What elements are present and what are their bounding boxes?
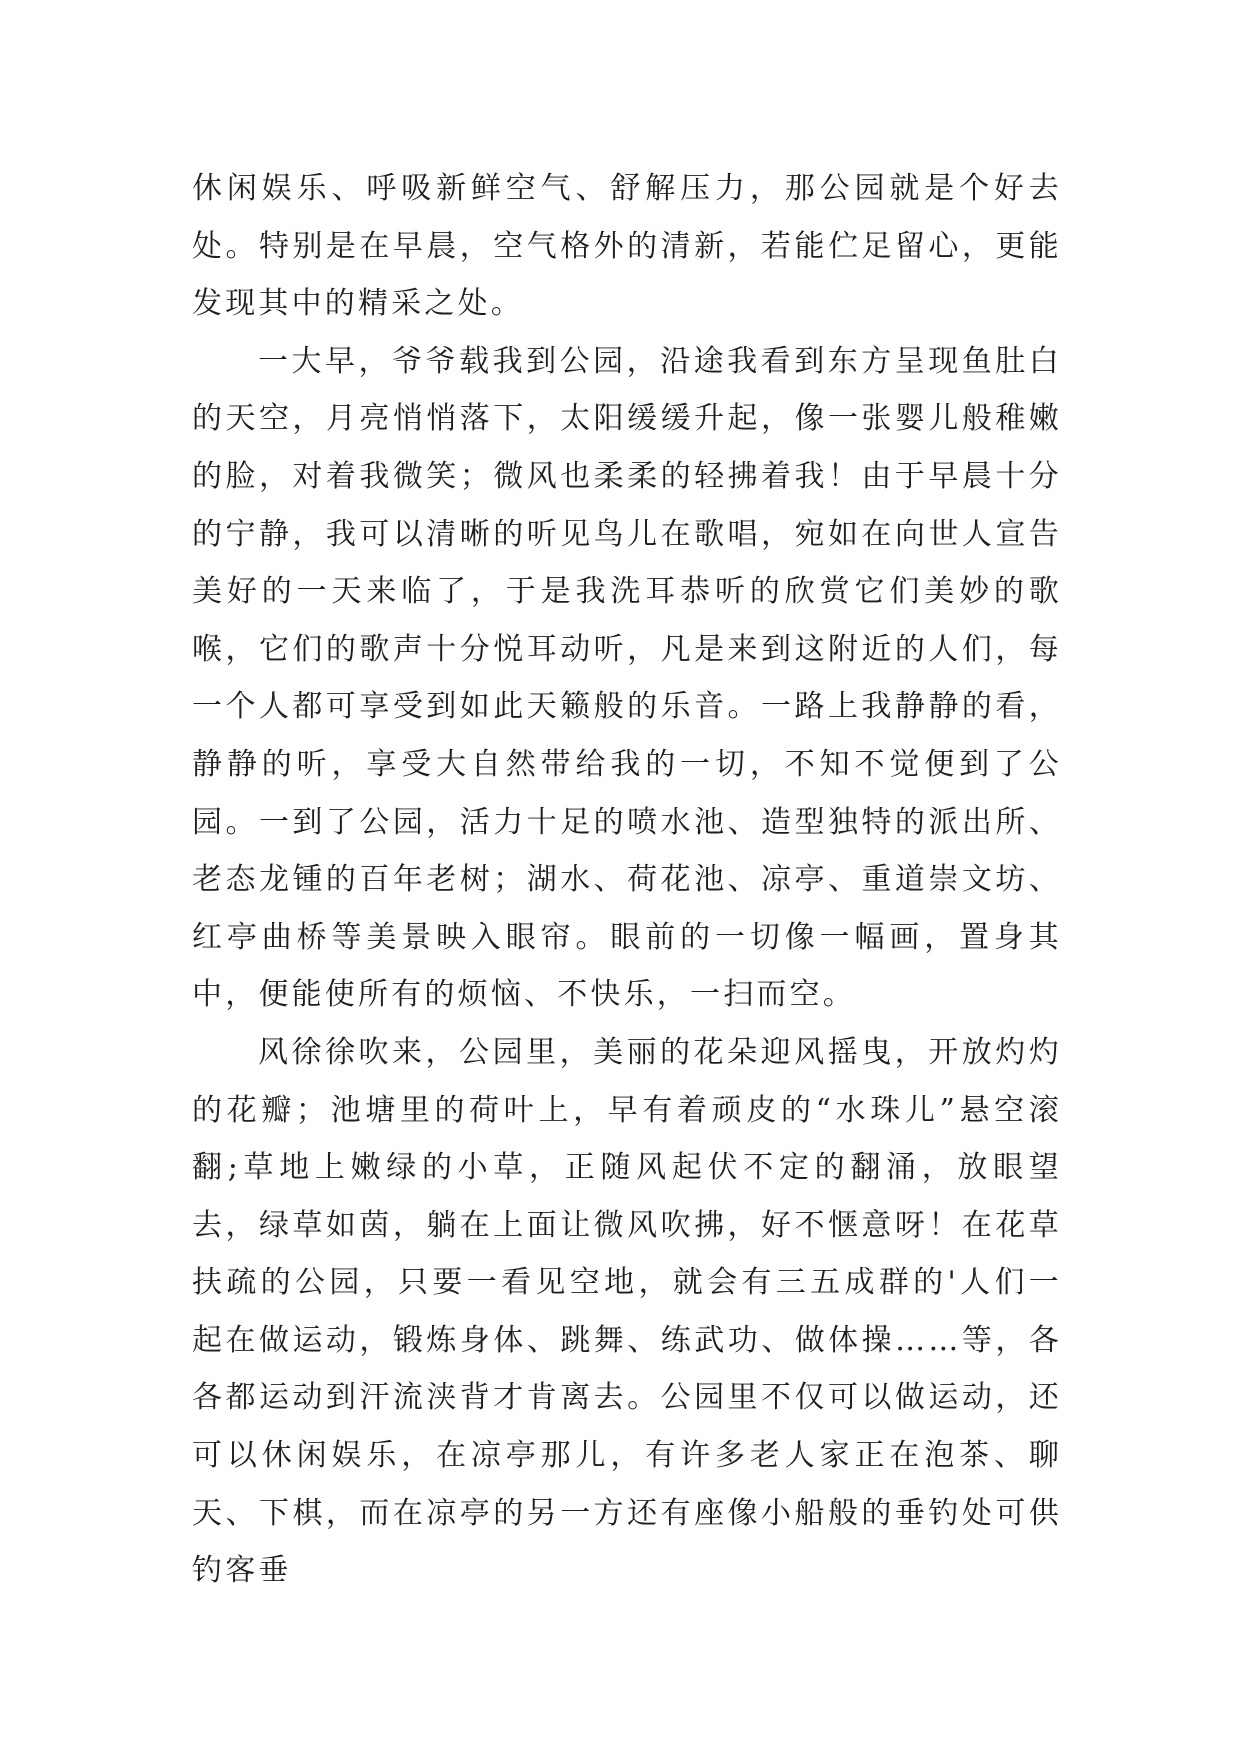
paragraph-1: 休闲娱乐、呼吸新鲜空气、舒解压力，那公园就是个好去处。特别是在早晨，空气格外的清新，若能伫足留心，更能发现其中的精采之处。 (192, 171, 1062, 322)
paragraph-2: 一大早，爷爷载我到公园，沿途我看到东方呈现鱼肚白的天空，月亮悄悄落下，太阳缓缓升起，像一张婴儿般稚嫩的脸，对着我微笑；微风也柔柔的轻拂着我！由于早晨十分的宁静，我可以清晰的听见鸟儿在歌唱，宛如在向世人宣告美好的一天来临了，于是我洗耳恭听的欣赏它们美妙的歌喉，它们的歌声十分悦耳动听，凡是来到这附近的人们，每一个人都可享受到如此天籁般的乐音。一路上我静静的看，静静的听，享受大自然带给我的一切，不知不觉便到了公园。一到了公园，活力十足的喷水池、造型独特的派出所、老态龙锺的百年老树；湖水、荷花池、凉亭、重道崇文坊、红亭曲桥等美景映入眼帘。眼前的一切像一幅画，置身其中，便能使所有的烦恼、不快乐，一扫而空。 (192, 343, 1062, 1013)
paragraph-3: 风徐徐吹来，公园里，美丽的花朵迎风摇曳，开放灼灼的花瓣；池塘里的荷叶上，早有着顽皮的“水珠儿”悬空滚翻;草地上嫩绿的小草，正随风起伏不定的翻涌，放眼望去，绿草如茵，躺在上面让微风吹拂，好不惬意呀！在花草扶疏的公园，只要一看见空地，就会有三五成群的'人们一起在做运动，锻炼身体、跳舞、练武功、做体操……等，各各都运动到汗流浃背才肯离去。公园里不仅可以做运动，还可以休闲娱乐，在凉亭那儿，有许多老人家正在泡茶、聊天、下棋，而在凉亭的另一方还有座像小船般的垂钓处可供钓客垂 (192, 1034, 1062, 1589)
essay-body (192, 160, 1062, 1600)
